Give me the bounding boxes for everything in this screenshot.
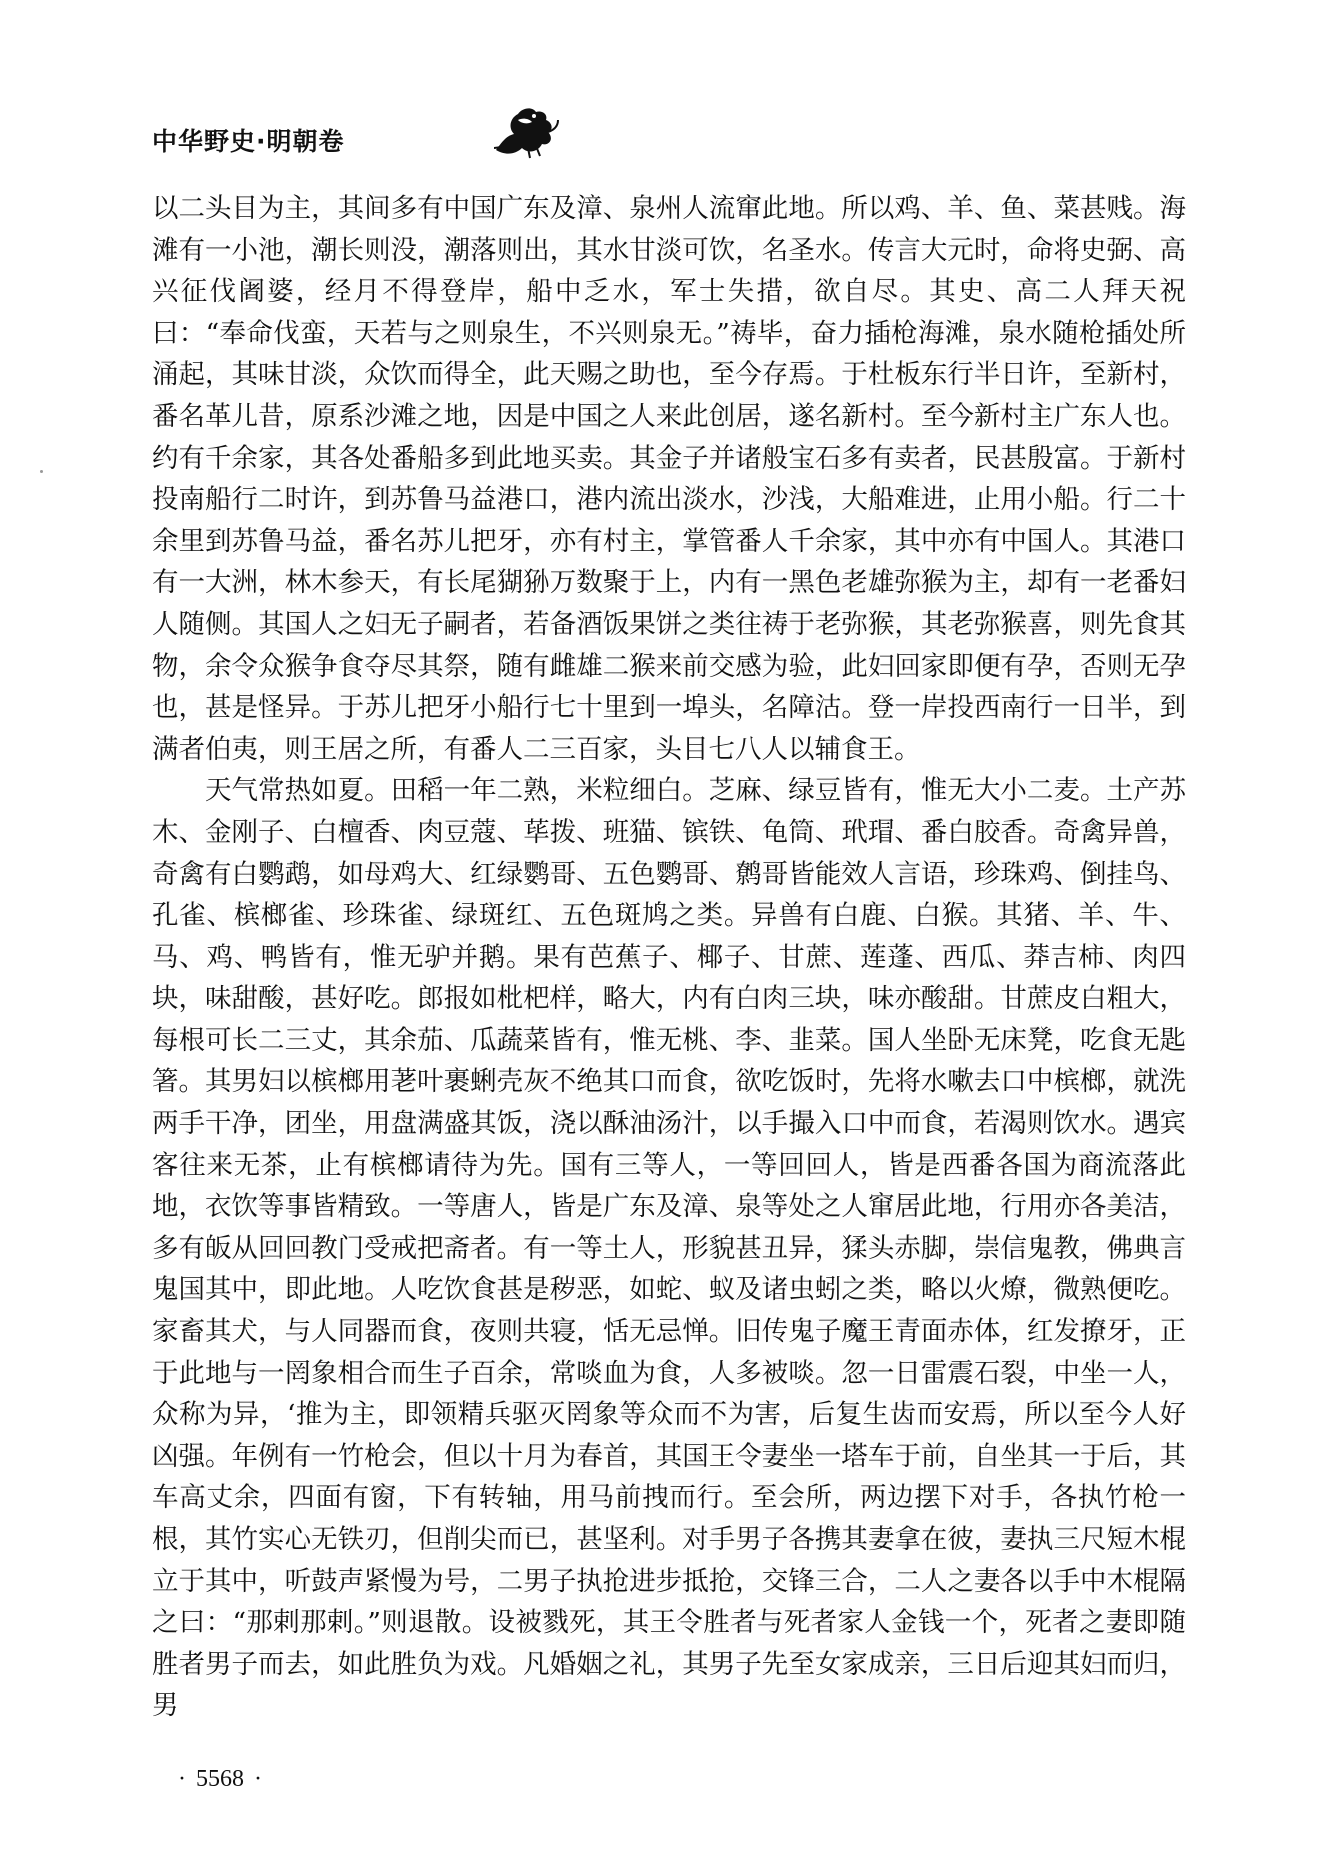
page-number-footer [168,1766,272,1793]
scan-speck [40,470,43,473]
dragon-ornament-icon [488,102,560,160]
body-text [152,188,1186,1727]
running-title: 中华野史·明朝卷 [152,127,345,156]
page-number: 5568 [196,1766,244,1792]
paragraph-1: 以二头目为主，其间多有中国广东及漳、泉州人流窜此地。所以鸡、羊、鱼、菜甚贱。海滩有一小池，潮长则没，潮落则出，其水甘淡可饮，名圣水。传言大元时，命将史弼、高兴征伐阇婆，经月不得登岸，船中乏水，军士失措，欲自尽。其史、高二人拜天祝曰：“奉命伐蛮，天若与之则泉生，不兴则泉无。”祷毕，奋力插枪海滩，泉水随枪插处所涌起，其味甘淡，众饮而得全，此天赐之助也，至今存焉。于杜板东行半日许，至新村，番名革儿昔，原系沙滩之地，因是中国之人来此创居，遂名新村。至今新村主广东人也。约有千余家，其各处番船多到此地买卖。其金子并诸般宝石多有卖者，民甚殷富。于新村投南船行二时许，到苏鲁马益港口，港内流出淡水，沙浅，大船难进，止用小船。行二十余里到苏鲁马益，番名苏儿把牙，亦有村主，掌管番人千余家，其中亦有中国人。其港口有一大洲，林木参天，有长尾猢狲万数聚于上，内有一黑色老雄弥猴为主，却有一老番妇人随侧。其国人之妇无子嗣者，若备酒饭果饼之类往祷于老弥猴，其老弥猴喜，则先食其物，余令众猴争食夺尽其祭，随有雌雄二猴来前交感为验，此妇回家即便有孕，否则无孕也，甚是怪异。于苏儿把牙小船行七十里到一埠头，名障沽。登一岸投西南行一日半，到满者伯夷，则王居之所，有番人二三百家，头目七八人以辅食王。 [152,193,1186,765]
paragraph-2: 天气常热如夏。田稻一年二熟，米粒细白。芝麻、绿豆皆有，惟无大小二麦。土产苏木、金刚子、白檀香、肉豆蔻、荜拨、班猫、镔铁、龟筒、玳瑁、番白胶香。奇禽异兽，奇禽有白鹦鹉，如母鸡大、红绿鹦哥、五色鹦哥、鹩哥皆能效人言语，珍珠鸡、倒挂鸟、孔雀、槟榔雀、珍珠雀、绿斑红、五色斑鸠之类。异兽有白鹿、白猴。其猪、羊、牛、马、鸡、鸭皆有，惟无驴并鹅。果有芭蕉子、椰子、甘蔗、莲蓬、西瓜、莽吉柿、肉四块，味甜酸，甚好吃。郎报如枇杷样，略大，内有白肉三块，味亦酸甜。甘蔗皮白粗大，每根可长二三丈，其余茄、瓜蔬菜皆有，惟无桃、李、韭菜。国人坐卧无床凳，吃食无匙箸。其男妇以槟榔用荖叶裹蜊壳灰不绝其口而食，欲吃饭时，先将水嗽去口中槟榔，就洗两手干净，团坐，用盘满盛其饭，浇以酥油汤汁，以手撮入口中而食，若渴则饮水。遇宾客往来无茶，止有槟榔请待为先。国有三等人，一等回回人，皆是西番各国为商流落此地，衣饮等事皆精致。一等唐人，皆是广东及漳、泉等处之人窜居此地，行用亦各美洁，多有皈从回回教门受戒把斋者。有一等土人，形貌甚丑异，猱头赤脚，崇信鬼教，佛典言鬼国其中，即此地。人吃饮食甚是秽恶，如蛇、蚁及诸虫蚓之类，略以火燎，微熟便吃。家畜其犬，与人同器而食，夜则共寝，恬无忌惮。旧传鬼子魔王青面赤体，红发撩牙，正于此地与一罔象相合而生子百余，常啖血为食，人多被啖。忽一日雷震石裂，中坐一人，众称为异，‘推为主，即领精兵驱灭罔象等众而不为害，后复生齿而安焉，所以至今人好凶强。年例有一竹枪会，但以十月为春首，其国王令妻坐一塔车于前，自坐其一于后，其车高丈余，四面有窗，下有转轴，用马前拽而行。至会所，两边摆下对手，各执竹枪一根，其竹实心无铁刃，但削尖而已，甚坚利。对手男子各携其妻拿在彼，妻执三尺短木棍立于其中，听鼓声紧慢为号，二男子执抢进步抵抢，交锋三合，二人之妻各以手中木棍隔之曰：“那剌那剌。”则退散。设被戮死，其王令胜者与死者家人金钱一个，死者之妻即随胜者男子而去，如此胜负为戏。凡婚姻之礼，其男子先至女家成亲，三日后迎其妇而归，男 [152,775,1186,1722]
folio-dot-right: · [254,1766,262,1792]
folio-dot-left: · [178,1766,186,1792]
